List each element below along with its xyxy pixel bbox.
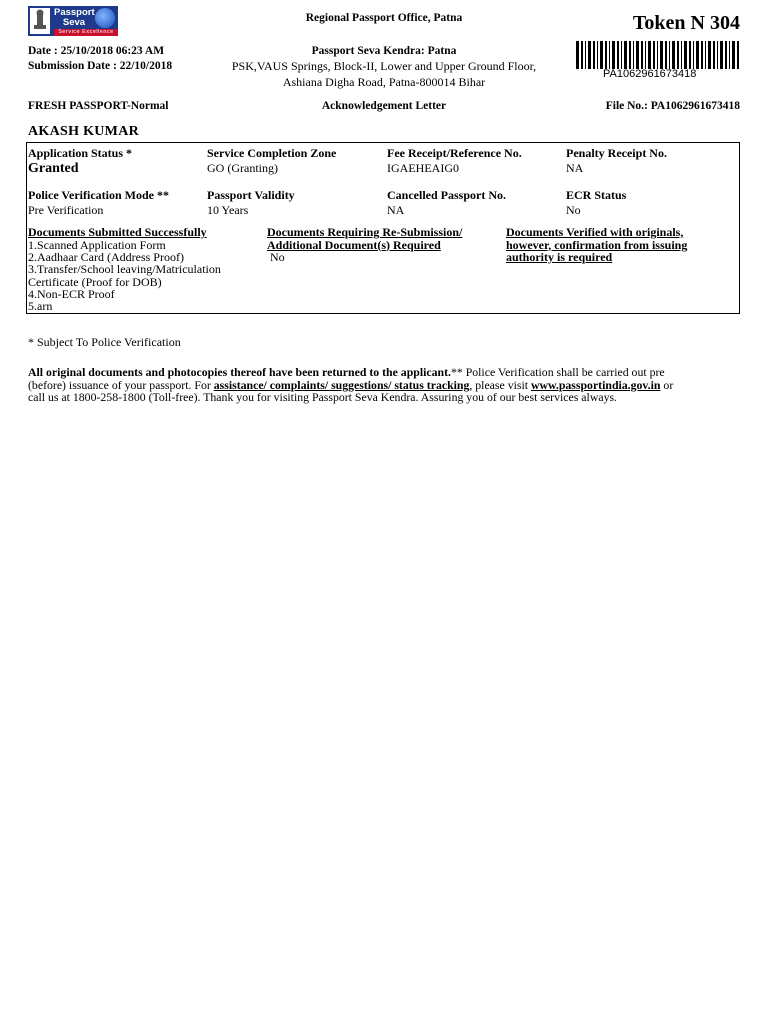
barcode-bar: [653, 41, 655, 69]
national-emblem-icon: [30, 8, 50, 34]
barcode-bar: [681, 41, 682, 69]
fee-value: IGAEHEAIG0: [387, 161, 459, 175]
barcode-bar: [617, 41, 619, 69]
submitted-docs-title: Documents Submitted Successfully: [28, 225, 207, 239]
barcode-bar: [708, 41, 711, 69]
barcode-bar: [641, 41, 643, 69]
logo-tagline: Service Excellence: [54, 29, 118, 36]
submitted-docs-list: [28, 239, 221, 312]
barcode-bar: [705, 41, 706, 69]
zone-value: GO (Granting): [207, 161, 278, 175]
barcode-bar: [605, 41, 607, 69]
ecr-value: No: [566, 203, 581, 217]
logo-line1: Passport: [54, 7, 95, 18]
barcode-bar: [597, 41, 598, 69]
application-status-label: Application Status *: [28, 146, 133, 160]
notice-part3: (before) issuance of your passport. For: [28, 377, 214, 392]
fee-label: Fee Receipt/Reference No.: [387, 146, 522, 160]
police-mode-value: Pre Verification: [28, 203, 104, 217]
barcode-bar: [669, 41, 670, 69]
ecr-label: ECR Status: [566, 188, 627, 202]
passport-seva-logo: [28, 6, 118, 36]
barcode-bar: [737, 41, 739, 69]
police-mode-label: Police Verification Mode **: [28, 188, 169, 202]
verified-title-line1: Documents Verified with originals,: [506, 225, 684, 239]
list-item: 2.Aadhaar Card (Address Proof): [28, 250, 184, 265]
barcode-bar: [609, 41, 610, 69]
barcode-bar: [648, 41, 651, 69]
logo-line2: Seva: [62, 17, 86, 28]
file-number: File No.: PA1062961673418: [605, 100, 740, 112]
barcode-bar: [600, 41, 603, 69]
passportindia-link[interactable]: www.passportindia.gov.in: [530, 377, 661, 392]
barcode-bar: [629, 41, 631, 69]
list-item: 3.Transfer/School leaving/Matriculation: [28, 262, 221, 277]
address-line2: Ashiana Digha Road, Patna-800014 Bihar: [282, 75, 486, 89]
cancelled-label: Cancelled Passport No.: [387, 188, 506, 202]
validity-value: 10 Years: [207, 203, 249, 217]
list-item: 1.Scanned Application Form: [28, 238, 166, 252]
barcode-bar: [624, 41, 627, 69]
barcode-bar: [684, 41, 687, 69]
notice-part2: ** Police Verification shall be carried out pre: [450, 365, 665, 379]
address-line1: PSK,VAUS Springs, Block-II, Lower and Upper Ground Floor,: [231, 59, 537, 73]
verified-title-line3: authority is required: [506, 250, 613, 264]
resubmission-title-line2: Additional Document(s) Required: [267, 237, 441, 252]
notice-bold: All original documents and photocopies thereof have been returned to the applicant.: [28, 365, 451, 379]
barcode-bar: [581, 41, 583, 69]
token-number: Token N 304: [632, 12, 740, 34]
barcode-bar: [660, 41, 663, 69]
barcode-bar: [621, 41, 622, 69]
cancelled-value: NA: [387, 203, 405, 217]
barcode-bar: [588, 41, 591, 69]
barcode-bar: [672, 41, 675, 69]
barcode-bar: [717, 41, 718, 69]
barcode: [576, 41, 744, 72]
list-item: Certificate (Proof for DOB): [28, 274, 162, 289]
resubmission-title-line1: Documents Requiring Re-Submission/: [267, 225, 463, 239]
assistance-link[interactable]: assistance/ complaints/ suggestions/ status tracking: [213, 377, 470, 392]
globe-icon: [95, 8, 115, 28]
barcode-bar: [677, 41, 679, 69]
application-type: FRESH PASSPORT-Normal: [28, 100, 169, 112]
barcode-bar: [720, 41, 723, 69]
barcode-number: PA1062961673418: [603, 68, 697, 80]
barcode-bar: [612, 41, 615, 69]
application-status-value: Granted: [28, 161, 79, 176]
barcode-bar: [636, 41, 639, 69]
submission-date: Submission Date : 22/10/2018: [28, 60, 173, 72]
verified-title-line2: however, confirmation from issuing: [506, 237, 688, 252]
notice-part5: or: [660, 377, 674, 392]
verified-title: [506, 226, 687, 264]
barcode-bar: [725, 41, 727, 69]
barcode-bar: [729, 41, 730, 69]
barcode-bar: [693, 41, 694, 69]
barcode-bar: [576, 41, 579, 69]
barcode-bar: [713, 41, 715, 69]
letter-title: Acknowledgement Letter: [321, 100, 447, 112]
notice-paragraph: [28, 366, 744, 404]
barcode-bar: [665, 41, 667, 69]
resubmission-title: [267, 226, 462, 251]
notice-line3: call us at 1800-258-1800 (Toll-free). Thank you for visiting Passport Seva Kendra. Assuring you of our best services always.: [28, 390, 618, 404]
list-item: 5.arn: [28, 299, 53, 314]
resubmission-value: No: [270, 250, 285, 264]
kendra-title: Passport Seva Kendra: Patna: [311, 45, 457, 57]
barcode-bar: [689, 41, 691, 69]
barcode-bar: [633, 41, 634, 69]
barcode-bar: [657, 41, 658, 69]
date: Date : 25/10/2018 06:23 AM: [28, 45, 165, 57]
list-item: 4.Non-ECR Proof: [28, 286, 115, 301]
barcode-bar: [645, 41, 646, 69]
barcode-bar: [701, 41, 703, 69]
notice-part4: , please visit: [469, 377, 531, 392]
barcode-bar: [593, 41, 595, 69]
office-title: Regional Passport Office, Patna: [305, 12, 463, 24]
zone-label: Service Completion Zone: [207, 146, 337, 160]
applicant-name: AKASH KUMAR: [28, 124, 140, 139]
validity-label: Passport Validity: [207, 188, 295, 202]
footnote: * Subject To Police Verification: [28, 335, 181, 349]
barcode-bar: [585, 41, 586, 69]
penalty-value: NA: [566, 161, 584, 175]
barcode-bar: [732, 41, 735, 69]
barcode-bar: [696, 41, 699, 69]
penalty-label: Penalty Receipt No.: [566, 146, 667, 160]
